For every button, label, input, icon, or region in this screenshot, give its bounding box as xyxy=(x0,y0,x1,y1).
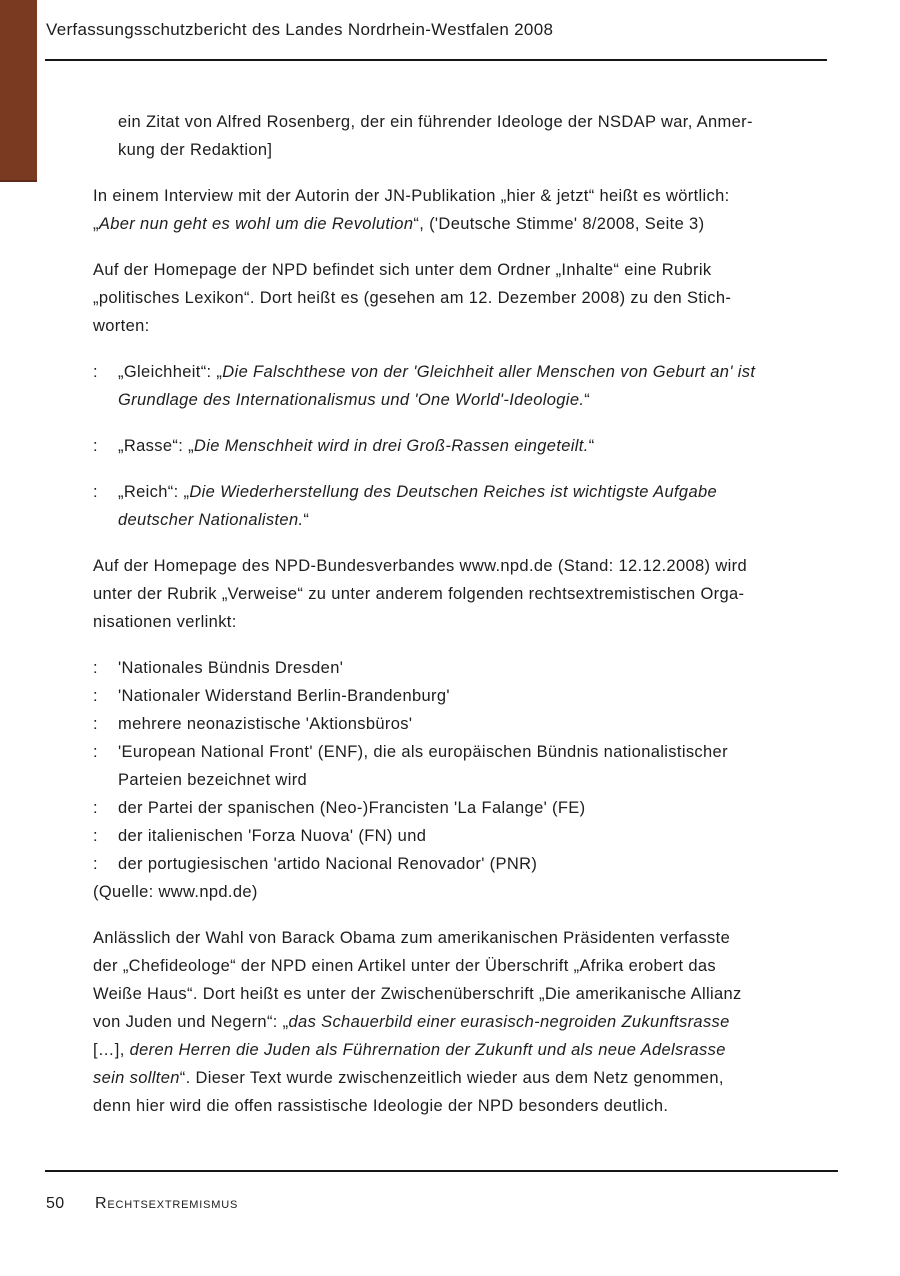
list-marker: : xyxy=(93,855,98,873)
paragraph xyxy=(93,552,843,636)
list-marker: : xyxy=(93,659,98,677)
list-item xyxy=(93,710,843,738)
italic-text-segment: Die Falschthese von der 'Gleichheit aller Menschen von Geburt an' ist xyxy=(222,363,756,381)
text-segment: (Quelle: www.npd.de) xyxy=(93,883,258,901)
text-line xyxy=(93,580,843,608)
list-item xyxy=(93,358,843,414)
list-marker: : xyxy=(93,363,98,381)
list-marker: : xyxy=(93,687,98,705)
header-rule xyxy=(45,59,827,61)
italic-text-segment: das Schauerbild einer eurasisch-negroiden Zukunftsrasse xyxy=(288,1013,730,1031)
text-segment: „politisches Lexikon“. Dort heißt es (gesehen am 12. Dezember 2008) zu den Stich- xyxy=(93,289,732,307)
text-line xyxy=(118,710,843,738)
text-segment: ein Zitat von Alfred Rosenberg, der ein führender Ideologe der NSDAP war, Anmer- xyxy=(118,113,753,131)
text-line xyxy=(118,478,843,506)
italic-text-segment: Aber nun geht es wohl um die Revolution xyxy=(98,215,414,233)
list-marker: : xyxy=(93,715,98,733)
text-segment: der portugiesischen 'artido Nacional Renovador' (PNR) xyxy=(118,855,538,873)
document-body xyxy=(93,108,843,1138)
text-segment: Auf der Homepage des NPD-Bundesverbandes www.npd.de (Stand: 12.12.2008) wird xyxy=(93,557,747,575)
list-block xyxy=(93,654,843,878)
text-line xyxy=(118,136,843,164)
text-segment: mehrere neonazistische 'Aktionsbüros' xyxy=(118,715,413,733)
text-segment: “ xyxy=(584,391,591,409)
italic-text-segment: sein sollten xyxy=(93,1069,180,1087)
text-segment: „Rasse“: „ xyxy=(118,437,194,455)
text-segment: kung der Redaktion] xyxy=(118,141,273,159)
text-line xyxy=(118,794,843,822)
text-line xyxy=(93,1092,843,1120)
text-line xyxy=(118,432,843,460)
list-item xyxy=(93,478,843,534)
list-marker: : xyxy=(93,743,98,761)
list-marker: : xyxy=(93,827,98,845)
list-item xyxy=(93,432,843,460)
text-line xyxy=(118,682,843,710)
text-line xyxy=(93,552,843,580)
list-item xyxy=(93,654,843,682)
italic-text-segment: deren Herren die Juden als Führernation der Zukunft und als neue Adelsrasse xyxy=(129,1041,726,1059)
text-line xyxy=(118,506,843,534)
text-segment: 'Nationaler Widerstand Berlin-Brandenburg' xyxy=(118,687,450,705)
text-line xyxy=(93,210,843,238)
text-line xyxy=(93,182,843,210)
text-segment: der italienischen 'Forza Nuova' (FN) und xyxy=(118,827,427,845)
text-line xyxy=(93,1036,843,1064)
paragraph xyxy=(93,256,843,340)
paragraph xyxy=(93,108,843,164)
text-segment: „Gleichheit“: „ xyxy=(118,363,223,381)
text-line xyxy=(93,1008,843,1036)
italic-text-segment: deutscher Nationalisten. xyxy=(118,511,304,529)
text-line xyxy=(118,386,843,414)
list-block xyxy=(93,358,843,534)
text-line xyxy=(93,284,843,312)
page-header-title: Verfassungsschutzbericht des Landes Nordrhein-Westfalen 2008 xyxy=(46,20,554,39)
text-line xyxy=(118,822,843,850)
page-number: 50 xyxy=(46,1195,65,1212)
text-segment: 'European National Front' (ENF), die als europäischen Bündnis nationalistischer xyxy=(118,743,728,761)
text-segment: unter der Rubrik „Verweise“ zu unter anderem folgenden rechtsextremistischen Orga- xyxy=(93,585,745,603)
text-segment: Weiße Haus“. Dort heißt es unter der Zwischenüberschrift „Die amerikanische Allianz xyxy=(93,985,742,1003)
footer-section-label: Rechtsextremismus xyxy=(95,1195,239,1212)
footer-rule xyxy=(45,1170,838,1172)
text-segment: Parteien bezeichnet wird xyxy=(118,771,308,789)
text-segment: „Reich“: „ xyxy=(118,483,190,501)
text-segment: Anlässlich der Wahl von Barack Obama zum amerikanischen Präsidenten verfasste xyxy=(93,929,731,947)
text-line xyxy=(118,108,843,136)
text-line xyxy=(118,654,843,682)
paragraph xyxy=(93,924,843,1120)
list-marker: : xyxy=(93,799,98,817)
italic-text-segment: Die Menschheit wird in drei Groß-Rassen eingeteilt. xyxy=(193,437,589,455)
text-segment: von Juden und Negern“: „ xyxy=(93,1013,289,1031)
text-line xyxy=(93,924,843,952)
text-line xyxy=(93,256,843,284)
italic-text-segment: Grundlage des Internationalismus und 'One World'-Ideologie. xyxy=(118,391,585,409)
text-line xyxy=(118,358,843,386)
text-segment: der Partei der spanischen (Neo-)Francisten 'La Falange' (FE) xyxy=(118,799,586,817)
text-line xyxy=(118,738,843,766)
text-segment: In einem Interview mit der Autorin der JN-Publikation „hier & jetzt“ heißt es wörtlich: xyxy=(93,187,730,205)
text-segment: “ xyxy=(588,437,595,455)
text-line xyxy=(118,850,843,878)
list-item xyxy=(93,794,843,822)
paragraph xyxy=(93,878,843,906)
text-segment: Auf der Homepage der NPD befindet sich unter dem Ordner „Inhalte“ eine Rubrik xyxy=(93,261,712,279)
text-segment: “ xyxy=(303,511,310,529)
text-segment: nisationen verlinkt: xyxy=(93,613,237,631)
text-segment: […], xyxy=(93,1041,130,1059)
text-line xyxy=(118,766,843,794)
text-line xyxy=(93,980,843,1008)
text-segment: 'Nationales Bündnis Dresden' xyxy=(118,659,344,677)
list-marker: : xyxy=(93,483,98,501)
list-item xyxy=(93,822,843,850)
text-segment: der „Chefideologe“ der NPD einen Artikel unter der Überschrift „Afrika erobert das xyxy=(93,957,716,975)
accent-bar xyxy=(0,0,37,182)
text-line xyxy=(93,312,843,340)
text-line xyxy=(93,878,843,906)
list-marker: : xyxy=(93,437,98,455)
list-item xyxy=(93,682,843,710)
text-line xyxy=(93,608,843,636)
text-segment: „ xyxy=(93,215,99,233)
text-segment: worten: xyxy=(93,317,150,335)
italic-text-segment: Die Wiederherstellung des Deutschen Reiches ist wichtigste Aufgabe xyxy=(189,483,718,501)
text-segment: “, ('Deutsche Stimme' 8/2008, Seite 3) xyxy=(413,215,705,233)
text-segment: “. Dieser Text wurde zwischenzeitlich wieder aus dem Netz genommen, xyxy=(179,1069,724,1087)
list-item xyxy=(93,850,843,878)
text-segment: denn hier wird die offen rassistische Ideologie der NPD besonders deutlich. xyxy=(93,1097,669,1115)
text-line xyxy=(93,1064,843,1092)
text-line xyxy=(93,952,843,980)
list-item xyxy=(93,738,843,794)
paragraph xyxy=(93,182,843,238)
